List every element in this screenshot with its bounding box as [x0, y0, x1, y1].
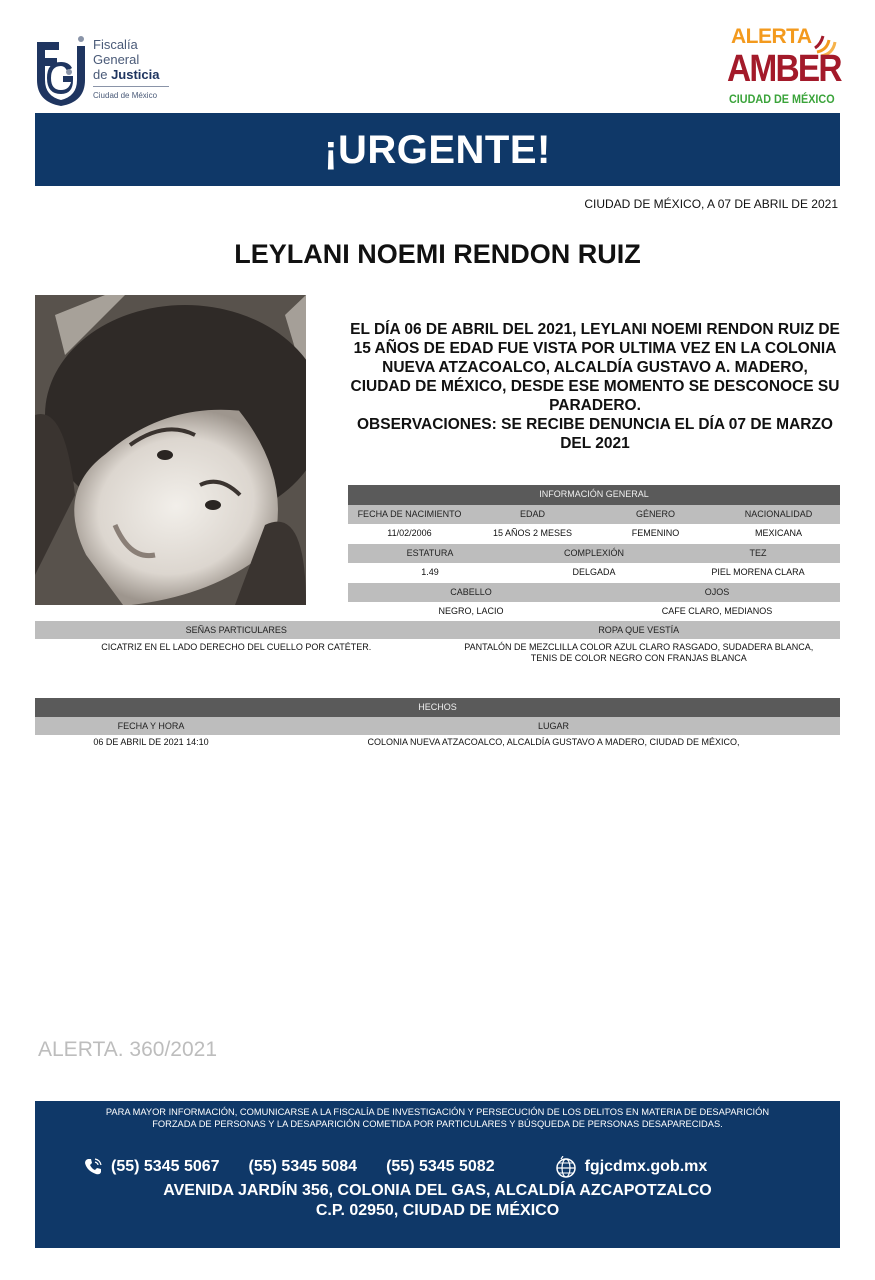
header-date-time: FECHA Y HORA: [117, 720, 185, 731]
header-gender: GÉNERO: [635, 508, 675, 519]
header-build: COMPLEXIÓN: [563, 547, 624, 558]
observations-text: OBSERVACIONES: SE RECIBE DENUNCIA EL DÍA 07 DE MARZO DEL 2021: [357, 416, 833, 452]
alert-number: ALERTA. 360/2021: [38, 1038, 218, 1061]
amber-logo-line2: AMBER: [727, 48, 841, 90]
person-name: LEYLANI NOEMI RENDON RUIZ: [234, 239, 641, 269]
missing-person-photo: [35, 295, 306, 605]
header-distinguishing-marks: SEÑAS PARTICULARES: [185, 624, 287, 635]
address-line1: AVENIDA JARDÍN 356, COLONIA DEL GAS, ALCALDÍA AZCAPOTZALCO: [163, 1182, 712, 1199]
facts-table: [35, 698, 840, 749]
fgj-logo-line3: [93, 67, 160, 82]
header-birth-date: FECHA DE NACIMIENTO: [357, 508, 462, 519]
footer-info-text: [35, 1106, 840, 1130]
value-hair: NEGRO, LACIO: [438, 606, 504, 617]
value-place: COLONIA NUEVA ATZACOALCO, ALCALDÍA GUSTAVO A MADERO, CIUDAD DE MÉXICO,: [367, 736, 740, 747]
globe-icon: [555, 1156, 577, 1178]
description-text: EL DÍA 06 DE ABRIL DEL 2021, LEYLANI NOEMI RENDON RUIZ DE 15 AÑOS DE EDAD FUE VISTA POR ULTIMA VEZ EN LA COLONIA NUEVA ATZACOALCO, ALCALDÍA GUSTAVO A. MADERO, CIUDAD DE MÉXICO, DESDE ESE MOMENTO SE DESCONOCE SU PARADERO.: [350, 321, 840, 414]
table-header-row: [348, 505, 840, 525]
website-link[interactable]: fgjcdmx.gob.mx: [584, 1158, 708, 1175]
footer-address: [35, 1181, 840, 1221]
value-nationality: MEXICANA: [754, 528, 802, 539]
fgj-logo-line3-prefix: de: [93, 67, 112, 82]
phone-icon: [83, 1157, 103, 1177]
footer-contact-row: [83, 1156, 707, 1178]
table-row: [35, 639, 840, 664]
alerta-amber-logo: [725, 26, 840, 110]
footer-info-line1: PARA MAYOR INFORMACIÓN, COMUNICARSE A LA FISCALÍA DE INVESTIGACIÓN Y PERSECUCIÓN DE LOS DELITOS EN MATERIA DE DESAPARICIÓN: [105, 1107, 770, 1117]
table-row: [348, 524, 840, 544]
footer-info-line2: FORZADA DE PERSONAS Y LA DESAPARICIÓN COMETIDA POR PARTICULARES Y BÚSQUEDA DE PERSONAS DESAPARECIDAS.: [152, 1119, 723, 1129]
phone-number-3[interactable]: (55) 5345 5082: [386, 1158, 495, 1175]
facts-title-row: [35, 698, 840, 717]
footer-contact-panel: [35, 1101, 840, 1248]
fgj-logo-subtitle: Ciudad de México: [93, 91, 158, 100]
value-eyes: CAFE CLARO, MEDIANOS: [661, 606, 773, 617]
place-date: CIUDAD DE MÉXICO, A 07 DE ABRIL DE 2021: [584, 197, 838, 211]
clothing-line2: TENIS DE COLOR NEGRO CON FRANJAS BLANCA: [530, 653, 747, 663]
table-header-row: [348, 583, 840, 603]
general-info-title: INFORMACIÓN GENERAL: [539, 489, 649, 500]
phone-number-1[interactable]: (55) 5345 5067: [111, 1158, 220, 1175]
portrait-image: [35, 295, 306, 605]
amber-logo-line1: ALERTA: [731, 25, 812, 48]
header-place: LUGAR: [537, 720, 569, 731]
fgj-logo: [35, 33, 175, 108]
general-info-table: [348, 485, 840, 622]
header-hair: CABELLO: [450, 586, 492, 597]
table-row: [348, 602, 840, 622]
fgj-logo-text: [93, 37, 160, 82]
header-nationality: NACIONALIDAD: [744, 508, 813, 519]
header-clothing: ROPA QUE VESTÍA: [598, 624, 680, 635]
facts-title: HECHOS: [418, 702, 457, 712]
table-header-row: [35, 621, 840, 639]
urgent-banner-text: ¡URGENTE!: [324, 127, 551, 172]
phone-number-2[interactable]: (55) 5345 5084: [248, 1158, 358, 1175]
fgj-shield-icon: [35, 36, 87, 106]
value-birth-date: 11/02/2006: [387, 528, 432, 539]
table-row: [35, 735, 840, 749]
fgj-logo-line2: General: [93, 52, 140, 67]
value-distinguishing-marks: CICATRIZ EN EL LADO DERECHO DEL CUELLO POR CATÉTER.: [101, 642, 372, 652]
urgent-banner: [35, 113, 840, 186]
amber-logo-line3: CIUDAD DE MÉXICO: [729, 92, 835, 106]
fgj-logo-line3-bold: Justicia: [111, 67, 160, 82]
marks-clothing-table: [35, 621, 840, 664]
table-row: [348, 563, 840, 583]
table-header-row: [35, 717, 840, 735]
value-gender: FEMENINO: [631, 528, 680, 539]
table-header-row: [348, 544, 840, 564]
general-info-title-row: [348, 485, 840, 505]
clothing-line1: PANTALÓN DE MEZCLILLA COLOR AZUL CLARO RASGADO, SUDADERA BLANCA,: [464, 642, 814, 652]
value-date-time: 06 DE ABRIL DE 2021 14:10: [93, 736, 209, 747]
address-line2: C.P. 02950, CIUDAD DE MÉXICO: [315, 1202, 560, 1219]
header-eyes: OJOS: [704, 586, 730, 597]
value-complexion: PIEL MORENA CLARA: [711, 567, 805, 578]
fgj-logo-line1: Fiscalía: [93, 37, 138, 52]
fgj-logo-divider: [93, 86, 169, 87]
value-height: 1.49: [421, 567, 439, 578]
case-description: [350, 320, 840, 453]
value-clothing: [438, 642, 841, 664]
header-complexion: TEZ: [749, 547, 767, 558]
value-age: 15 AÑOS 2 MESES: [492, 528, 573, 539]
header-height: ESTATURA: [406, 547, 454, 558]
header-age: EDAD: [519, 508, 545, 519]
value-build: DELGADA: [572, 567, 616, 578]
